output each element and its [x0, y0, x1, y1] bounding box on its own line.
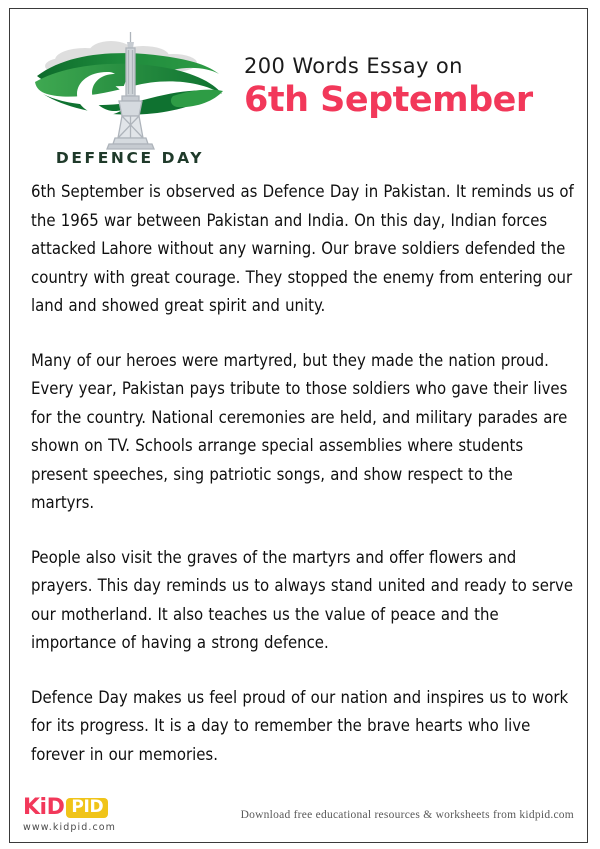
page-title: 6th September	[244, 80, 533, 121]
essay-paragraph-2: Many of our heroes were martyred, but they made the nation proud. Every year, Pakistan pays tribute to those soldiers who gave their lives for the country. National ceremonies are held, and military parades are shown on TV. Schools arrange special assemblies where students present speeches, sing patriotic songs, and show respect to the martyrs.	[31, 350, 568, 512]
kidpid-logo[interactable]	[23, 797, 116, 833]
essay-paragraph-3: People also visit the graves of the martyrs and offer flowers and prayers. This day reminds us to always stand united and ready to serve our motherland. It also teaches us the value of peace and the importance of having a strong defence.	[31, 547, 574, 652]
kidpid-wordmark	[23, 797, 116, 819]
kidpid-logo-kid: KiD	[23, 795, 65, 820]
footer-note: Download free educational resources & worksheets from kidpid.com	[240, 809, 574, 821]
flag-wave-tail	[171, 89, 223, 106]
title-kicker: 200 Words Essay on	[244, 54, 463, 79]
defence-day-logo-graphic	[23, 16, 238, 166]
kidpid-logo-pid: PID	[66, 798, 108, 818]
essay-paragraph-4: Defence Day makes us feel proud of our nation and inspires us to work for its progress. It is a day to remember the brave hearts who live forever in our memories.	[31, 687, 569, 764]
header-titles	[238, 55, 588, 126]
logo-caption: DEFENCE DAY	[55, 148, 205, 166]
page-header	[9, 8, 588, 173]
kidpid-website-url: www.kidpid.com	[23, 822, 117, 833]
defence-day-logo	[23, 16, 238, 166]
essay-body	[31, 178, 576, 769]
page-footer	[9, 789, 588, 841]
essay-paragraph-1: 6th September is observed as Defence Day in Pakistan. It reminds us of the 1965 war between Pakistan and India. On this day, Indian forces attacked Lahore without any warning. Our brave soldiers defended the country with great courage. They stopped the enemy from entering our land and showed great spirit and unity.	[31, 182, 574, 315]
